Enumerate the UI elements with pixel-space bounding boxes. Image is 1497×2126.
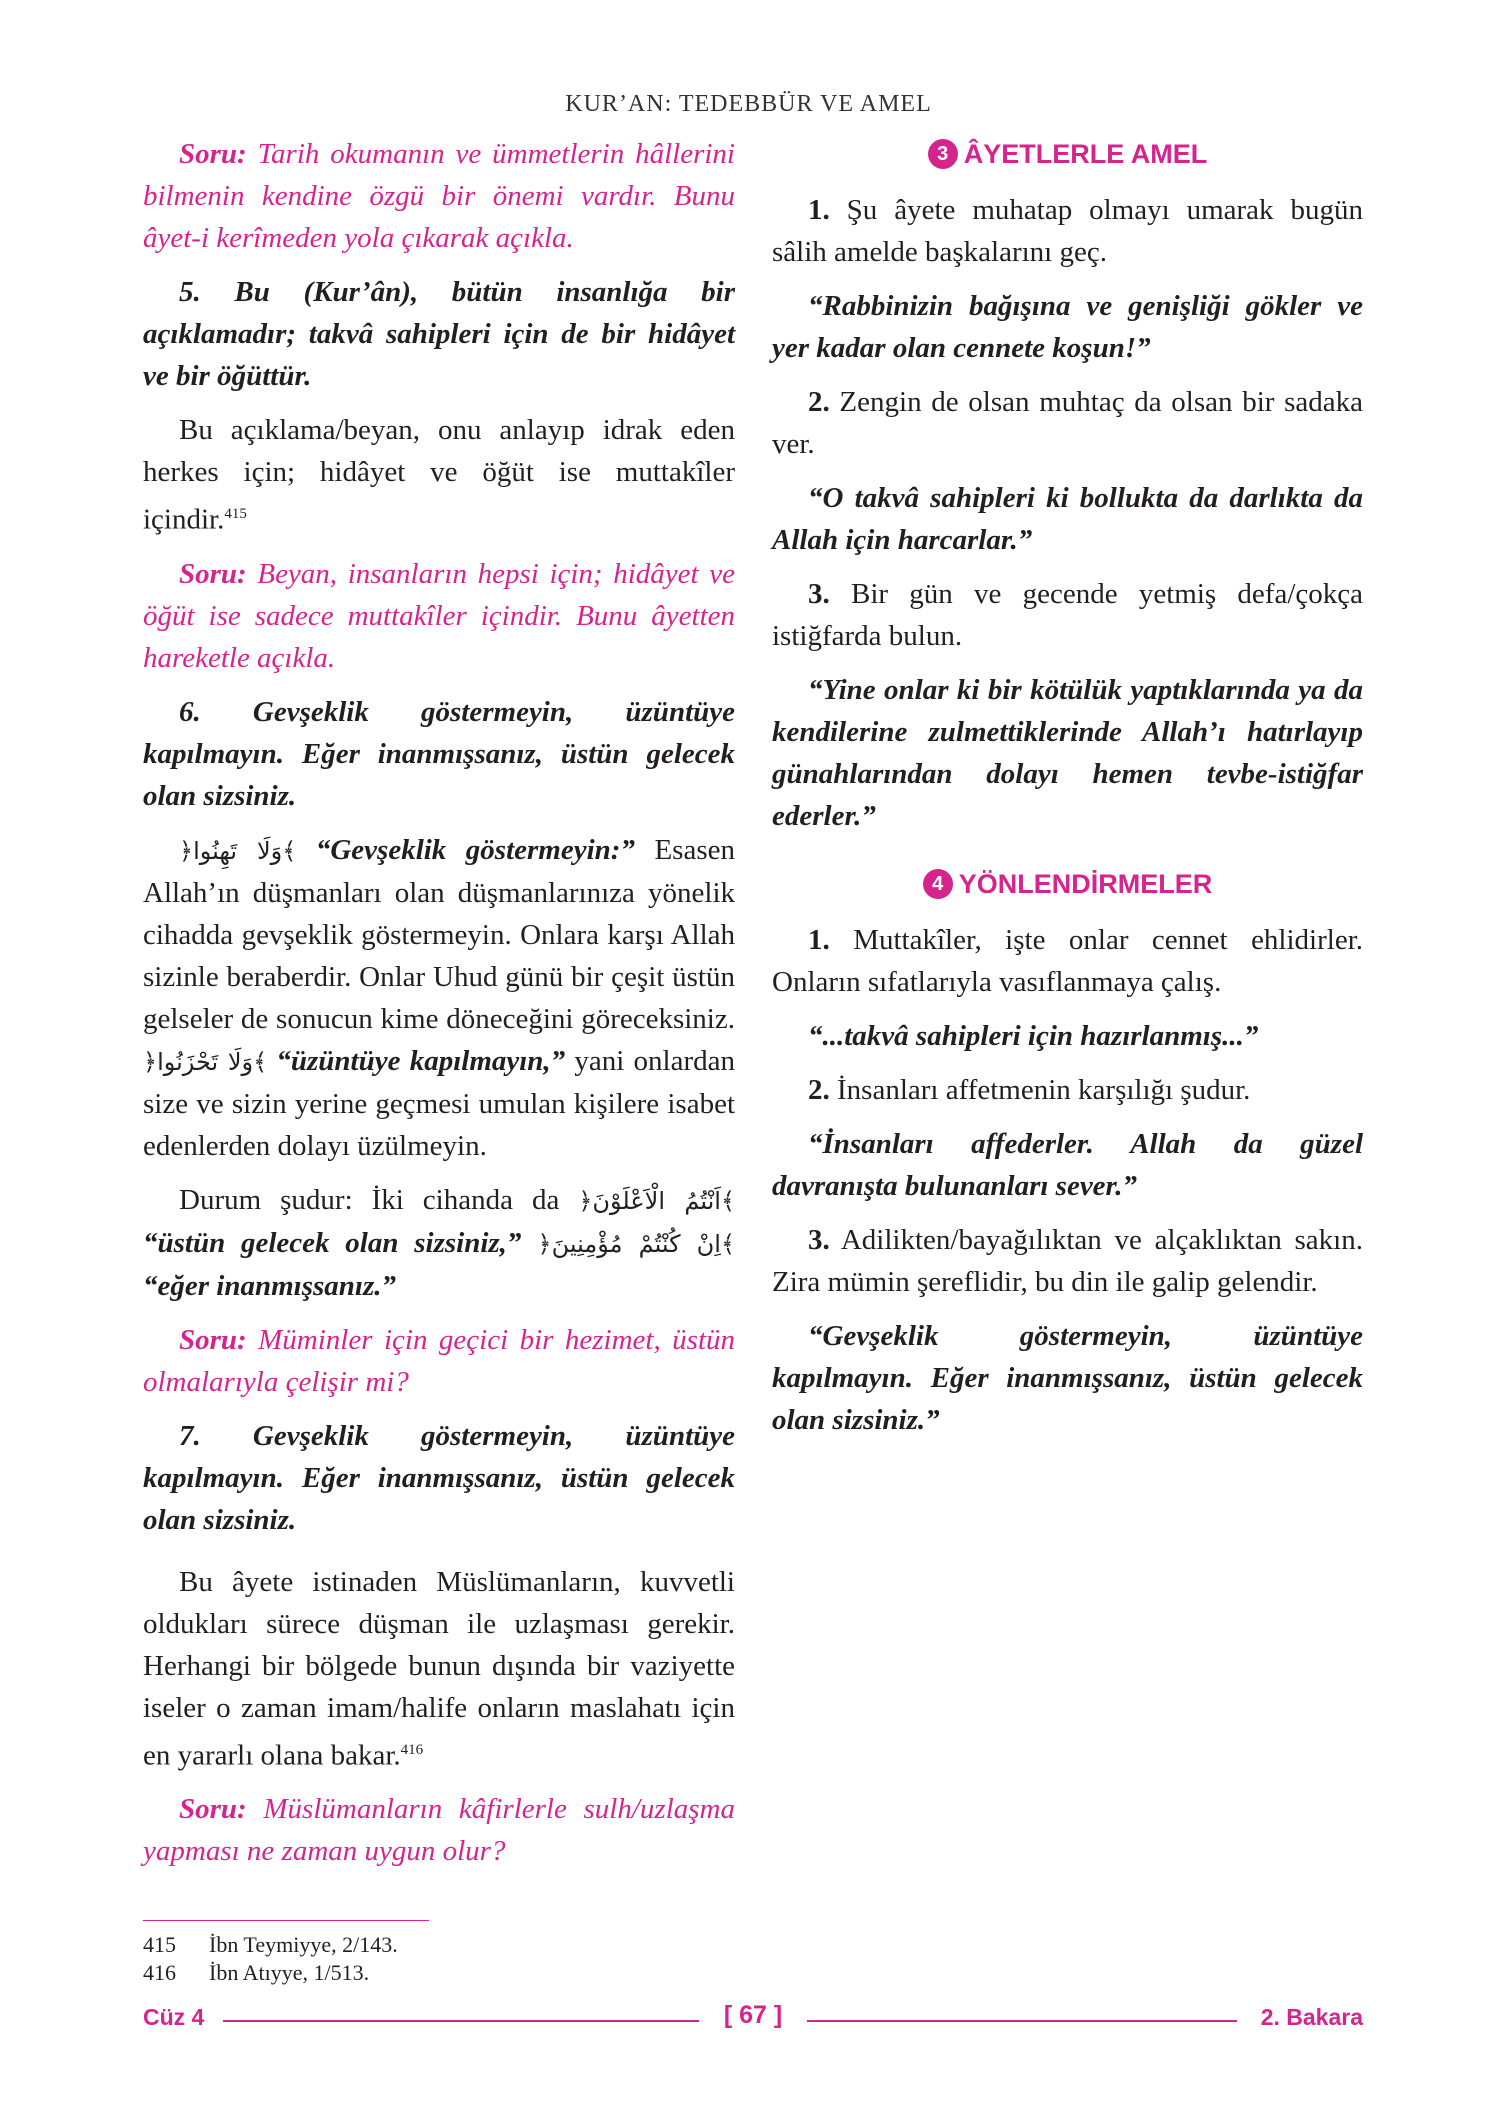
surah-label: 2. Bakara xyxy=(1260,2004,1363,2030)
page-footer xyxy=(143,2001,1363,2036)
verse-quote: “Yine onlar ki bir kötülük yaptıklarında ya da kendilerine zulmettiklerinde Allah’ı hatırlayıp günahlarından dolayı hemen tevbe-istiğfar ederler.” xyxy=(772,674,1363,832)
verse-heading-5: 5. Bu (Kur’ân), bütün insanlığa bir açıklamadır; takvâ sahipleri için de bir hidâyet ve bir öğüttür. xyxy=(143,276,735,392)
item-number: 3. xyxy=(808,578,830,610)
section-heading-3 xyxy=(772,133,1363,175)
footnote-text: İbn Teymiyye, 2/143. xyxy=(209,1932,398,1957)
section-number-badge: 4 xyxy=(923,869,953,899)
body-paragraph xyxy=(143,1561,735,1777)
instruction-paragraph xyxy=(772,919,1363,1003)
question-text: Müminler için geçici bir hezimet, üstün olmalarıyla çelişir mi? xyxy=(143,1323,735,1398)
section-title: YÖNLENDİRMELER xyxy=(958,869,1213,899)
footer-rule xyxy=(807,2020,1237,2022)
instruction-paragraph xyxy=(772,1219,1363,1303)
question-label: Soru: xyxy=(179,138,247,170)
commentary-paragraph xyxy=(143,1179,735,1307)
quote: “üzüntüye kapılmayın,” xyxy=(267,1044,566,1077)
question-paragraph xyxy=(143,1788,735,1872)
instruction-text: Bir gün ve gecende yetmiş defa/çokça istiğfarda bulun. xyxy=(772,578,1363,652)
verse-quote: “O takvâ sahipleri ki bollukta da darlıkta da Allah için harcarlar.” xyxy=(772,482,1363,556)
footer-rule xyxy=(223,2020,699,2022)
item-number: 3. xyxy=(808,1224,830,1256)
arabic-phrase: ﴿اِنْ كُنْتُمْ مُؤْمِنِينَ﴾ xyxy=(521,1229,735,1258)
quote: “üstün gelecek olan sizsiniz,” xyxy=(143,1226,522,1259)
body-text: Bu açıklama/beyan, onu anlayıp idrak eden herkes için; hidâyet ve öğüt ise muttakîler içindir. xyxy=(143,414,735,536)
instruction-text: Şu âyete muhatap olmayı umarak bugün sâlih amelde başkalarını geç. xyxy=(772,194,1363,268)
body-text: Bu âyete istinaden Müslümanların, kuvvetli oldukları sürece düşman ile uzlaşması gerekir. Herhangi bir bölgede bunun dışında bir vaziyette iseler o zaman imam/halife onların maslahatı için en yararlı olana bakar. xyxy=(143,1565,735,1772)
page-number: [ 67 ] xyxy=(723,2001,783,2029)
verse-quote: “İnsanları affederler. Allah da güzel davranışta bulunanları sever.” xyxy=(772,1128,1363,1202)
body-paragraph xyxy=(143,409,735,541)
right-column xyxy=(772,133,1363,1453)
body-text: Durum şudur: İki cihanda da xyxy=(179,1183,579,1216)
question-label: Soru: xyxy=(179,1793,247,1826)
instruction-paragraph xyxy=(772,189,1363,273)
instruction-paragraph xyxy=(772,381,1363,465)
quote: “eğer inanmışsanız.” xyxy=(143,1269,396,1302)
question-label: Soru: xyxy=(179,1323,247,1356)
footnote-ref: 415 xyxy=(224,506,247,522)
body-text: Esasen Allah’ın düşmanları olan düşmanlarınıza yönelik cihadda gevşeklik göstermeyin. Onlara karşı Allah sizinle beraberdir. Onlar Uhud günü bir çeşit üstün gelseler de sonucun kime döneceğini göreceksiniz. xyxy=(143,833,735,1035)
question-paragraph xyxy=(143,553,735,679)
footnote-text: İbn Atıyye, 1/513. xyxy=(209,1960,370,1985)
section-title: ÂYETLERLE AMEL xyxy=(963,139,1208,169)
question-paragraph xyxy=(143,1319,735,1403)
footnote xyxy=(143,1960,369,1986)
instruction-text: Muttakîler, işte onlar cennet ehlidirler. Onların sıfatlarıyla vasıflanmaya çalış. xyxy=(772,924,1363,998)
question-label: Soru: xyxy=(179,557,247,590)
verse-quote: “Rabbinizin bağışına ve genişliği gökler ve yer kadar olan cennete koşun!” xyxy=(772,290,1363,364)
footnote-ref: 416 xyxy=(400,1741,424,1758)
commentary-paragraph xyxy=(143,829,735,1167)
running-header: KUR’AN: TEDEBBÜR VE AMEL xyxy=(565,91,932,117)
section-number-badge: 3 xyxy=(928,139,958,169)
question-paragraph xyxy=(143,133,735,259)
instruction-text: İnsanları affetmenin karşılığı şudur. xyxy=(829,1074,1251,1106)
verse-quote: “Gevşeklik göstermeyin, üzüntüye kapılmayın. Eğer inanmışsanız, üstün gelecek olan sizsiniz.” xyxy=(772,1320,1363,1436)
instruction-text: Adilikten/bayağılıktan ve alçaklıktan sakın. Zira mümin şereflidir, bu din ile galip gelendir. xyxy=(772,1224,1363,1298)
arabic-phrase: ﴿وَلَا تَهِنُوا﴾ xyxy=(179,836,297,865)
verse-heading-7: 7. Gevşeklik göstermeyin, üzüntüye kapılmayın. Eğer inanmışsanız, üstün gelecek olan sizsiniz. xyxy=(143,1419,735,1536)
instruction-paragraph xyxy=(772,1069,1363,1111)
question-text: Beyan, insanların hepsi için; hidâyet ve öğüt ise sadece muttakîler içindir. Bunu âyetten hareketle açıkla. xyxy=(143,557,735,674)
verse-quote: “...takvâ sahipleri için hazırlanmış...” xyxy=(808,1020,1259,1052)
arabic-phrase: ﴿وَلَا تَحْزَنُوا﴾ xyxy=(143,1047,268,1076)
instruction-paragraph xyxy=(772,573,1363,657)
quote: “Gevşeklik göstermeyin:” xyxy=(296,833,635,866)
item-number: 2. xyxy=(808,1074,830,1106)
verse-heading-6: 6. Gevşeklik göstermeyin, üzüntüye kapılmayın. Eğer inanmışsanız, üstün gelecek olan sizsiniz. xyxy=(143,695,735,812)
item-number: 2. xyxy=(808,386,830,418)
footnote-number: 415 xyxy=(143,1932,176,1957)
item-number: 1. xyxy=(808,924,830,956)
section-heading-4 xyxy=(772,863,1363,905)
body-text: yani onlardan size ve sizin yerine geçmesi umulan kişilere isabet edenlerden dolayı üzülmeyin. xyxy=(143,1044,736,1162)
juz-label: Cüz 4 xyxy=(143,2004,205,2030)
footnote-divider xyxy=(143,1920,429,1921)
left-column xyxy=(143,133,735,1884)
footnote xyxy=(143,1932,398,1958)
question-text: Müslümanların kâfirlerle sulh/uzlaşma yapması ne zaman uygun olur? xyxy=(143,1793,735,1868)
footnote-number: 416 xyxy=(143,1960,176,1985)
question-text: Tarih okumanın ve ümmetlerin hâllerini bilmenin kendine özgü bir önemi vardır. Bunu âyet-i kerîmeden yola çıkarak açıkla. xyxy=(143,138,735,254)
arabic-phrase: ﴿اَنْتُمُ الْاَعْلَوْنَ﴾ xyxy=(578,1186,735,1215)
instruction-text: Zengin de olsan muhtaç da olsan bir sadaka ver. xyxy=(772,386,1363,460)
item-number: 1. xyxy=(808,194,830,226)
